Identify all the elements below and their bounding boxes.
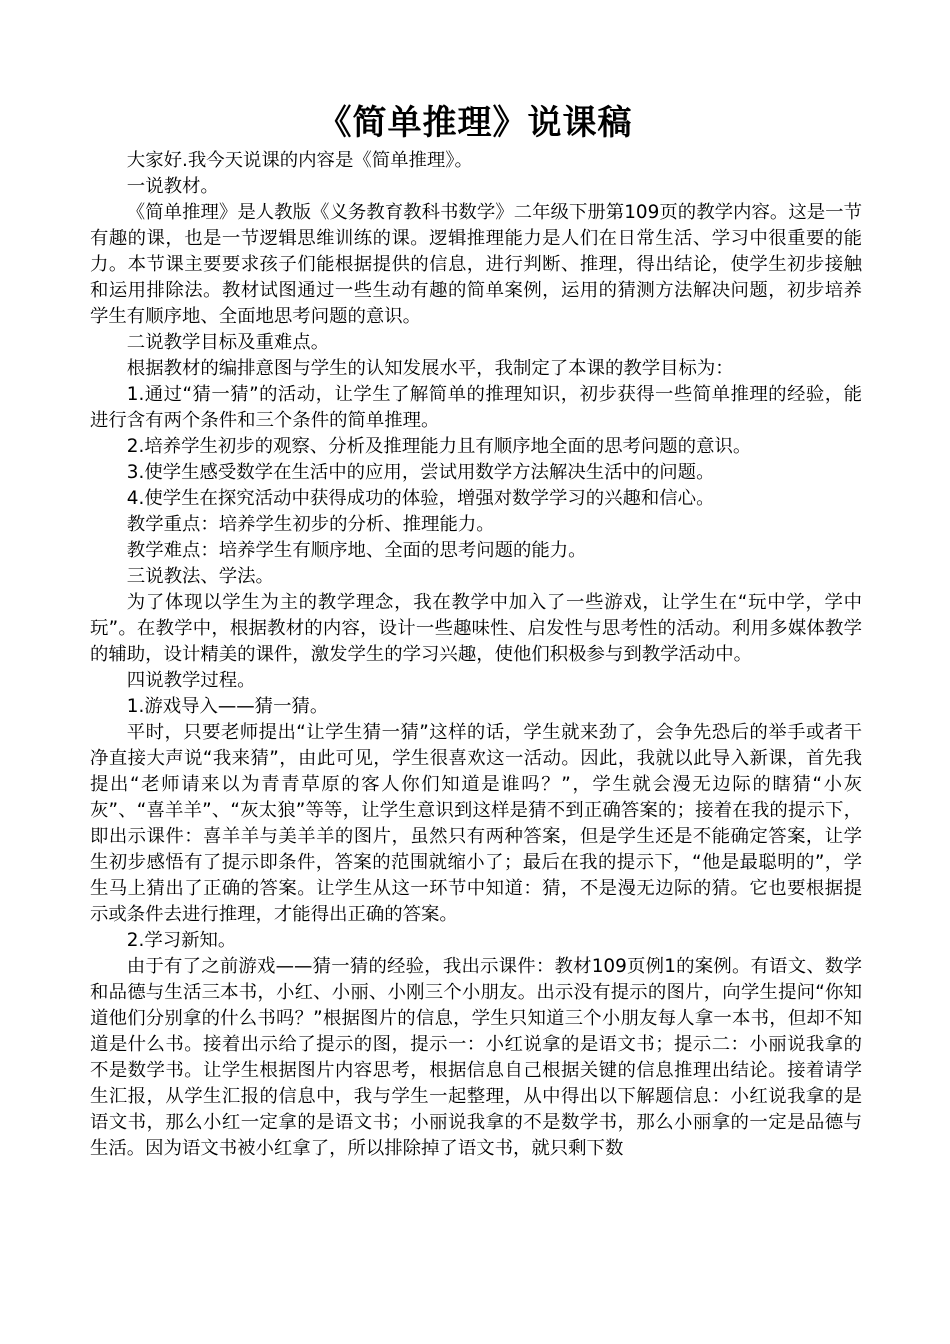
teaching-difficulty: 教学难点：培养学生有顺序地、全面的思考问题的能力。 [126, 540, 587, 561]
process-step-2-heading: 2.学习新知。 [126, 930, 237, 951]
section-heading-textbook: 一说教材。 [126, 176, 219, 197]
objective-item-4: 4.使学生在探究活动中获得成功的体验，增强对数学学习的兴趣和信心。 [126, 488, 715, 509]
document-title: 《简单推理》说课稿 [317, 103, 633, 143]
objective-item-1: 1.通过“猜一猜”的活动，让学生了解简单的推理知识，初步获得一些简单推理的经验，能进行含有两个条件和三个条件的简单推理。 [90, 384, 862, 431]
process-step-1-heading: 1.游戏导入——猜一猜。 [126, 696, 329, 717]
teaching-key-point: 教学重点：培养学生初步的分析、推理能力。 [126, 514, 495, 535]
paragraph-objectives-intro: 根据教材的编排意图与学生的认知发展水平，我制定了本课的教学目标为： [126, 358, 734, 379]
paragraph-greeting: 大家好.我今天说课的内容是《简单推理》。 [126, 150, 473, 171]
paragraph-textbook: 《简单推理》是人教版《义务教育教科书数学》二年级下册第109页的教学内容。这是一节有趣的课，也是一节逻辑思维训练的课。逻辑推理能力是人们在日常生活、学习中很重要的能力。本节课主要要求孩子们能根据提供的信息，进行判断、推理，得出结论，使学生初步接触和运用排除法。教材试图通过一些生动有趣的简单案例，运用的猜测方法解决问题，初步培养学生有顺序地、全面地思考问题的意识。 [90, 202, 862, 327]
section-heading-objectives: 二说教学目标及重难点。 [126, 332, 330, 353]
objective-item-2: 2.培养学生初步的观察、分析及推理能力且有顺序地全面的思考问题的意识。 [126, 436, 752, 457]
objective-item-3: 3.使学生感受数学在生活中的应用，尝试用数学方法解决生活中的问题。 [126, 462, 715, 483]
section-heading-methods: 三说教法、学法。 [126, 566, 274, 587]
document-body [90, 148, 862, 1162]
paragraph-methods: 为了体现以学生为主的教学理念，我在教学中加入了一些游戏，让学生在“玩中学，学中玩”。在教学中，根据教材的内容，设计一些趣味性、启发性与思考性的活动。利用多媒体教学的辅助，设计精美的课件，激发学生的学习兴趣，使他们积极参与到教学活动中。 [90, 592, 862, 665]
paragraph-game-intro: 平时，只要老师提出“让学生猜一猜”这样的话，学生就来劲了，会争先恐后的举手或者干净直接大声说“我来猜”，由此可见，学生很喜欢这一活动。因此，我就以此导入新课，首先我提出“老师请来以为青青草原的客人你们知道是谁吗？”，学生就会漫无边际的瞎猜“小灰灰”、“喜羊羊”、“灰太狼”等等，让学生意识到这样是猜不到正确答案的；接着在我的提示下，即出示课件：喜羊羊与美羊羊的图片，虽然只有两种答案，但是学生还是不能确定答案，让学生初步感悟有了提示即条件，答案的范围就缩小了；最后在我的提示下，“他是最聪明的”，学生马上猜出了正确的答案。让学生从这一环节中知道：猜，不是漫无边际的猜。它也要根据提示或条件去进行推理，才能得出正确的答案。 [90, 722, 862, 925]
section-heading-process: 四说教学过程。 [126, 670, 256, 691]
paragraph-new-knowledge: 由于有了之前游戏——猜一猜的经验，我出示课件：教材109页例1的案例。有语文、数学和品德与生活三本书，小红、小丽、小刚三个小朋友。出示没有提示的图片，向学生提问“你知道他们分别拿的什么书吗？”根据图片的信息，学生只知道三个小朋友每人拿一本书，但却不知道是什么书。接着出示给了提示的图，提示一：小红说拿的是语文书；提示二：小丽说我拿的不是数学书。让学生根据图片内容思考，根据信息自己根据关键的信息推理出结论。接着请学生汇报，从学生汇报的信息中，我与学生一起整理，从中得出以下解题信息：小红说我拿的是语文书，那么小红一定拿的是语文书；小丽说我拿的不是数学书，那么小丽拿的一定是品德与生活。因为语文书被小红拿了，所以排除掉了语文书，就只剩下数 [90, 956, 862, 1159]
